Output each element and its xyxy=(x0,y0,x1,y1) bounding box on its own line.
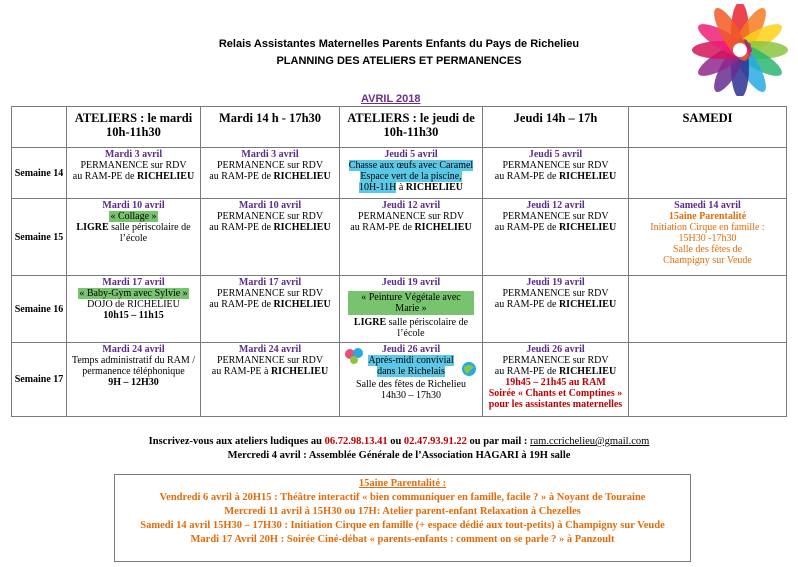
table-row xyxy=(12,343,787,417)
cell-line: Salle des fêtes de xyxy=(672,244,743,255)
cell-line: au RAM-PE à RICHELIEU xyxy=(211,366,329,377)
cell-line: l’école xyxy=(119,233,148,244)
cell-line: au RAM-PE de RICHELIEU xyxy=(209,299,331,310)
cell-date: Mardi 3 avril xyxy=(104,149,163,160)
parentalite-item: Vendredi 6 avril à 20H15 : Théâtre interactif « bien communiquer en famille, facile ? » à Noyant de Touraine xyxy=(159,492,646,503)
cell-line: Salle des fêtes de Richelieu xyxy=(356,379,466,390)
cell-line: Après-midi convivial xyxy=(368,355,454,366)
week-label: Semaine 14 xyxy=(12,148,67,199)
phone-1: 06.72.98.13.41 xyxy=(324,436,388,447)
cell-w15-c3 xyxy=(340,199,483,276)
cell-w17-c2 xyxy=(201,343,340,417)
cell-line: au RAM-PE de RICHELIEU xyxy=(494,171,617,182)
cell-line: au RAM-PE de RICHELIEU xyxy=(350,222,472,233)
parentalite-item: Mardi 17 Avril 20H : Soirée Ciné-débat « parents-enfants : comment on se parle ? » à Panzoult xyxy=(190,534,615,545)
cell-line: PERMANENCE sur RDV xyxy=(502,355,609,366)
cell-date: Mardi 17 avril xyxy=(102,277,165,288)
cell-line: PERMANENCE sur RDV xyxy=(216,288,324,299)
cell-line: au RAM-PE de RICHELIEU xyxy=(209,222,331,233)
cell-w17-c1 xyxy=(67,343,201,417)
cell-line: Temps administratif du RAM / xyxy=(71,355,196,366)
header-ateliers-mardi: ATELIERS : le mardi 10h-11h30 xyxy=(67,107,201,148)
cell-line: « Baby-Gym avec Sylvie » xyxy=(79,288,188,299)
week-label: Semaine 15 xyxy=(12,199,67,276)
cell-w16-c3 xyxy=(340,276,483,343)
cell-line: au RAM-PE de RICHELIEU xyxy=(209,171,331,182)
cell-date: Jeudi 12 avril xyxy=(526,200,585,211)
color-wheel-logo xyxy=(690,4,790,96)
week-label: Semaine 17 xyxy=(12,343,67,417)
cell-line: au RAM-PE de RICHELIEU xyxy=(494,366,617,377)
cell-line: 10H-11H à RICHELIEU xyxy=(358,182,464,193)
parentalite-item: Mercredi 11 avril à 15H30 ou 17H: Atelier parent-enfant Relaxation à Chezelles xyxy=(224,506,581,517)
cell-line: PERMANENCE sur RDV xyxy=(216,211,324,222)
cell-line: PERMANENCE sur RDV xyxy=(80,160,187,171)
registration-info: Inscrivez-vous aux ateliers ludiques au 06.72.98.13.41 ou 02.47.93.91.22 ou par mail : ram.ccrichelieu@gmail.com xyxy=(148,436,650,447)
header-samedi: SAMEDI xyxy=(629,107,787,148)
cell-date: Jeudi 19 avril xyxy=(526,277,585,288)
cell-line: au RAM-PE de RICHELIEU xyxy=(72,171,195,182)
cell-line: PERMANENCE sur RDV xyxy=(502,211,609,222)
header-jeudi-apres-midi: Jeudi 14h – 17h xyxy=(483,107,629,148)
cell-line: 14h30 – 17h30 xyxy=(381,390,441,401)
cell-w16-c4 xyxy=(483,276,629,343)
cell-line: Initiation Cirque en famille : xyxy=(650,222,765,233)
table-header-row xyxy=(12,107,787,148)
cell-line: DOJO de RICHELIEU xyxy=(87,299,180,310)
cell-w14-c3 xyxy=(340,148,483,199)
highlight-box: « Peinture Végétale avec Marie » xyxy=(348,291,474,315)
header-empty xyxy=(12,107,67,148)
cell-line: Champigny sur Veude xyxy=(663,255,752,266)
cell-w17-c3 xyxy=(340,343,483,417)
email-link[interactable]: ram.ccrichelieu@gmail.com xyxy=(530,436,650,447)
cell-date: Mardi 10 avril xyxy=(238,200,302,211)
cell-line: PERMANENCE sur RDV xyxy=(502,288,609,299)
table-row xyxy=(12,276,787,343)
cell-w15-c1 xyxy=(67,199,201,276)
cell-date: Mardi 3 avril xyxy=(241,149,299,160)
cell-w15-c4 xyxy=(483,199,629,276)
cell-line: 10h15 – 11h15 xyxy=(103,310,164,321)
cell-w14-c1 xyxy=(67,148,201,199)
cell-w14-c5 xyxy=(629,148,787,199)
cell-line: 15H30 -17h30 xyxy=(678,233,737,244)
event-logo-icon xyxy=(344,346,366,366)
cell-line: PERMANENCE sur RDV xyxy=(216,160,324,171)
cell-w15-c5 xyxy=(629,199,787,276)
cell-w17-c4 xyxy=(483,343,629,417)
document-subtitle: PLANNING DES ATELIERS ET PERMANENCES xyxy=(276,55,522,67)
parentalite-box xyxy=(114,474,691,562)
cell-line: 19h45 – 21h45 au RAM xyxy=(505,377,606,388)
parentalite-item: Samedi 14 avril 15H30 – 17H30 : Initiation Cirque en famille (+ espace dédié aux tout-petits) à Champigny sur Veude xyxy=(140,520,665,531)
month-label: AVRIL 2018 xyxy=(361,93,421,105)
cell-line: LIGRE salle périscolaire de xyxy=(353,317,469,328)
cell-w17-c5 xyxy=(629,343,787,417)
cell-date: Jeudi 5 avril xyxy=(528,149,583,160)
cell-date: Mardi 24 avril xyxy=(102,344,165,355)
phone-2: 02.47.93.91.22 xyxy=(403,436,467,447)
cell-line: « Collage » xyxy=(110,211,157,222)
cell-line: PERMANENCE sur RDV xyxy=(216,355,324,366)
cell-line: PERMANENCE sur RDV xyxy=(357,211,465,222)
table-row xyxy=(12,148,787,199)
cell-line: pour les assistantes maternelles xyxy=(488,399,623,410)
header-ateliers-jeudi: ATELIERS : le jeudi de 10h-11h30 xyxy=(340,107,483,148)
week-label: Semaine 16 xyxy=(12,276,67,343)
cell-line: permanence téléphonique xyxy=(82,366,185,377)
cell-line: l’école xyxy=(397,328,425,339)
cell-line: au RAM-PE de RICHELIEU xyxy=(494,222,617,233)
cell-date: Samedi 14 avril xyxy=(674,200,741,211)
cell-line: au RAM-PE de RICHELIEU xyxy=(494,299,617,310)
cell-line: LIGRE salle périscolaire de xyxy=(76,222,191,233)
cell-date: Jeudi 12 avril xyxy=(381,200,441,211)
cell-w15-c2 xyxy=(201,199,340,276)
cell-line: 9H – 12H30 xyxy=(108,377,159,388)
cell-date: Jeudi 19 avril xyxy=(381,277,441,288)
document-title: Relais Assistantes Maternelles Parents Enfants du Pays de Richelieu xyxy=(218,38,580,50)
cell-w16-c5 xyxy=(629,276,787,343)
cell-date: Mardi 10 avril xyxy=(102,200,165,211)
planning-table xyxy=(11,106,787,417)
globe-icon xyxy=(461,361,477,377)
cell-date: Jeudi 26 avril xyxy=(381,344,441,355)
cell-w16-c2 xyxy=(201,276,340,343)
cell-w14-c4 xyxy=(483,148,629,199)
cell-w14-c2 xyxy=(201,148,340,199)
cell-line: dans le Richelais xyxy=(377,366,445,377)
cell-line: Chasse aux œufs avec Caramel xyxy=(348,160,474,171)
cell-w16-c1 xyxy=(67,276,201,343)
cell-date: Mardi 24 avril xyxy=(238,344,302,355)
table-row xyxy=(12,199,787,276)
cell-line: 15aine Parentalité xyxy=(668,211,747,222)
cell-date: Jeudi 26 avril xyxy=(526,344,585,355)
assembly-notice: Mercredi 4 avril : Assemblée Générale de l’Association HAGARI à 19H salle xyxy=(227,450,571,461)
header-mardi-apres-midi: Mardi 14 h - 17h30 xyxy=(201,107,340,148)
cell-date: Mardi 17 avril xyxy=(238,277,302,288)
cell-line: Soirée « Chants et Comptines » xyxy=(488,388,623,399)
parentalite-title: 15aine Parentalité : xyxy=(358,478,447,489)
cell-line: Espace vert de la piscine, xyxy=(360,171,462,182)
cell-date: Jeudi 5 avril xyxy=(384,149,438,160)
cell-line: PERMANENCE sur RDV xyxy=(502,160,609,171)
